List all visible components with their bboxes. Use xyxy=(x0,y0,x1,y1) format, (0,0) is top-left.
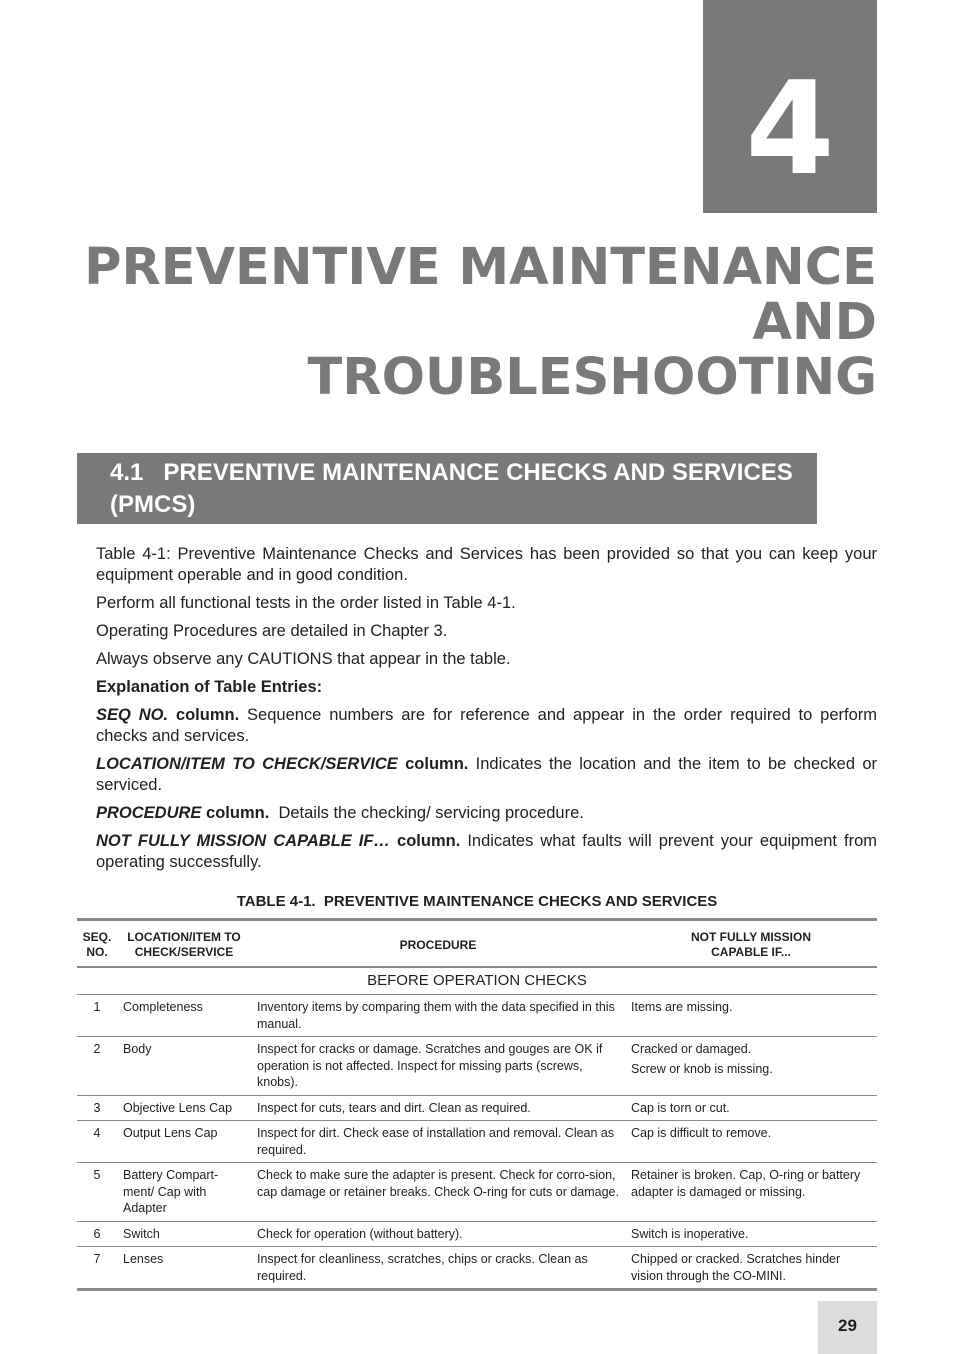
table-row xyxy=(77,1247,877,1290)
header-text: CHECK/SERVICE xyxy=(134,945,234,959)
entry-text: Indicates the location and the item to be checked or serviced. xyxy=(96,755,878,794)
table-row xyxy=(77,1221,877,1247)
entry-seq-no xyxy=(96,705,877,747)
table-row xyxy=(77,1163,877,1222)
chapter-title-line-2: TROUBLESHOOTING xyxy=(307,348,877,407)
table-row xyxy=(77,1037,877,1096)
entry-suffix: column. xyxy=(397,755,469,773)
cell-seq-no: 1 xyxy=(77,995,117,1037)
header-text: SEQ. xyxy=(82,930,112,944)
section-heading-line-2: (PMCS) xyxy=(110,491,196,518)
cell-location: Switch xyxy=(117,1221,251,1247)
chapter-number-box xyxy=(703,0,877,213)
header-procedure: PROCEDURE xyxy=(251,920,625,968)
cell-seq-no: 2 xyxy=(77,1037,117,1096)
entry-term: SEQ NO. xyxy=(96,706,169,724)
nfmc-line: Cap is difficult to remove. xyxy=(631,1126,772,1140)
cell-location: Output Lens Cap xyxy=(117,1121,251,1163)
cell-location: Lenses xyxy=(123,1252,164,1266)
entry-suffix: column. xyxy=(389,832,461,850)
entry-suffix: column. xyxy=(201,804,270,822)
entry-text: Details the checking/ servicing procedure. xyxy=(269,804,584,822)
header-text: NOT FULLY MISSION xyxy=(690,930,811,944)
cell-nfmc xyxy=(625,1121,877,1163)
paragraph: Always observe any CAUTIONS that appear in the table. xyxy=(96,650,511,668)
entry-suffix: column. xyxy=(168,706,240,724)
header-text: LOCATION/ITEM TO xyxy=(127,930,241,944)
entry-term: LOCATION/ITEM TO CHECK/SERVICE xyxy=(96,755,398,773)
cell-seq-no: 6 xyxy=(77,1221,117,1247)
cell-procedure: Inspect for cuts, tears and dirt. Clean as required. xyxy=(251,1095,625,1121)
paragraph: Operating Procedures are detailed in Chapter 3. xyxy=(96,622,448,640)
table-row xyxy=(77,995,877,1037)
cell-procedure: Inspect for cleanliness, scratches, chips or cracks. Clean as required. xyxy=(257,1252,588,1283)
group-row xyxy=(77,967,877,995)
header-text: CAPABLE IF... xyxy=(711,945,791,959)
cell-seq-no: 7 xyxy=(93,1252,101,1266)
cell-nfmc xyxy=(625,1221,877,1247)
header-text: NO. xyxy=(86,945,108,959)
cell-procedure: Inspect for cracks or damage. Scratches and gouges are OK if operation is not affected. Inspect for missing parts (screws, knobs). xyxy=(251,1037,625,1096)
paragraph: Perform all functional tests in the order listed in Table 4-1. xyxy=(96,594,516,612)
cell-location: Completeness xyxy=(117,995,251,1037)
cell-seq-no: 4 xyxy=(77,1121,117,1163)
cell-nfmc xyxy=(625,995,877,1037)
cell-procedure: Check for operation (without battery). xyxy=(251,1221,625,1247)
entry-term: PROCEDURE xyxy=(96,804,202,822)
chapter-title-line-1: PREVENTIVE MAINTENANCE AND xyxy=(84,238,877,352)
table-row xyxy=(77,1121,877,1163)
header-nfmc xyxy=(625,920,877,968)
entry-term: NOT FULLY MISSION CAPABLE IF… xyxy=(96,832,390,850)
nfmc-line: Retainer is broken. Cap, O-ring or battery adapter is damaged or missing. xyxy=(631,1168,861,1199)
nfmc-line: Items are missing. xyxy=(631,1000,733,1014)
header-seq-no xyxy=(77,920,117,968)
chapter-title xyxy=(57,240,877,405)
cell-nfmc xyxy=(625,1037,877,1096)
table-row xyxy=(77,1095,877,1121)
nfmc-line: Cap is torn or cut. xyxy=(631,1100,730,1115)
table-header-row xyxy=(77,920,877,968)
header-location xyxy=(117,920,251,968)
cell-nfmc xyxy=(625,1247,877,1290)
cell-procedure: Check to make sure the adapter is present. Check for corro-sion, cap damage or retainer breaks. Check O-ring for cuts or damage. xyxy=(251,1163,625,1222)
chapter-number: 4 xyxy=(745,55,835,204)
group-label: BEFORE OPERATION CHECKS xyxy=(77,967,877,995)
cell-location: Body xyxy=(117,1037,251,1096)
cell-seq-no: 5 xyxy=(77,1163,117,1222)
explanation-heading: Explanation of Table Entries: xyxy=(96,678,323,696)
pmcs-table xyxy=(77,918,877,1291)
cell-location: Battery Compart-ment/ Cap with Adapter xyxy=(117,1163,251,1222)
section-banner xyxy=(77,453,817,524)
nfmc-line: Chipped or cracked. Scratches hinder vision through the CO-MINI. xyxy=(631,1252,841,1283)
page-number-box xyxy=(818,1301,877,1354)
cell-nfmc xyxy=(625,1095,877,1121)
nfmc-line: Switch is inoperative. xyxy=(631,1226,749,1241)
body-text xyxy=(96,544,877,880)
nfmc-line: Cracked or damaged. xyxy=(631,1042,752,1056)
cell-seq-no: 3 xyxy=(77,1095,117,1121)
cell-procedure: Inspect for dirt. Check ease of installation and removal. Clean as required. xyxy=(251,1121,625,1163)
entry-location xyxy=(96,754,877,796)
section-heading-line-1: 4.1 PREVENTIVE MAINTENANCE CHECKS AND SERVICES xyxy=(110,459,793,486)
cell-location: Objective Lens Cap xyxy=(117,1095,251,1121)
section-heading xyxy=(110,457,797,521)
page-number: 29 xyxy=(838,1316,857,1335)
entry-text: Indicates what faults will prevent your equipment from operating successfully. xyxy=(96,832,878,871)
cell-procedure: Inventory items by comparing them with the data specified in this manual. xyxy=(251,995,625,1037)
entry-nfmc xyxy=(96,831,877,873)
paragraph: Table 4-1: Preventive Maintenance Checks and Services has been provided so that you can keep your equipment operable and in good condition. xyxy=(96,545,877,584)
nfmc-line: Screw or knob is missing. xyxy=(631,1061,773,1076)
entry-text: Sequence numbers are for reference and appear in the order required to perform checks and services. xyxy=(96,706,878,745)
table-title: TABLE 4-1. PREVENTIVE MAINTENANCE CHECKS AND SERVICES xyxy=(236,893,718,910)
cell-nfmc xyxy=(625,1163,877,1222)
entry-procedure xyxy=(96,803,877,824)
